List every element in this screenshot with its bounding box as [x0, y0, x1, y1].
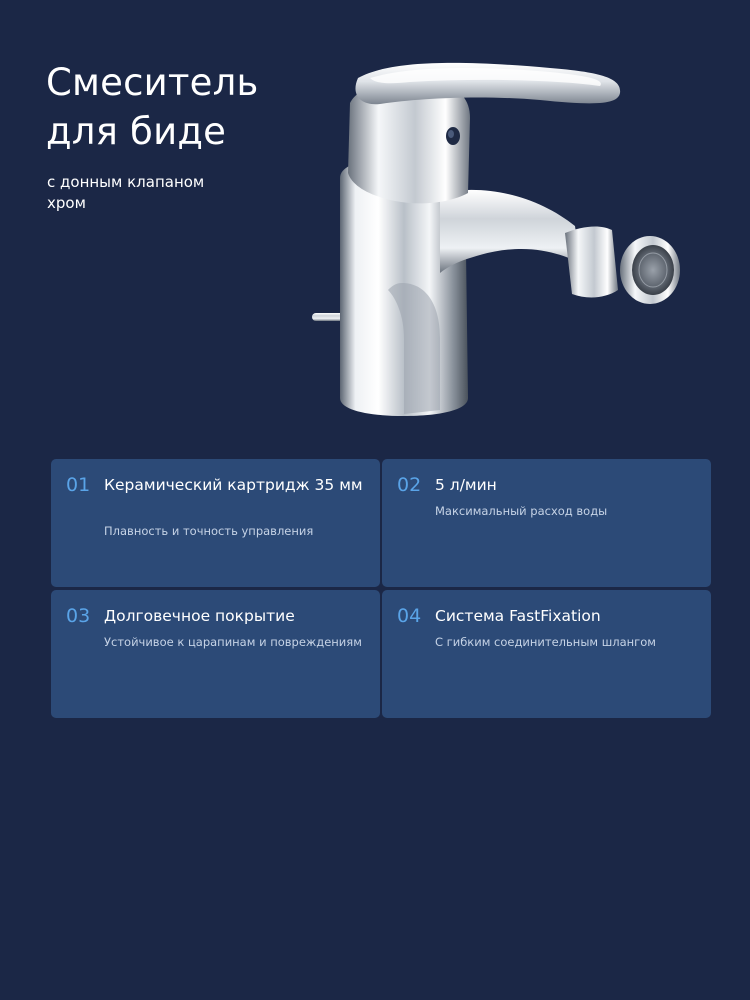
- feature-card-4: [382, 590, 711, 718]
- faucet-product-image: [300, 58, 700, 423]
- feature-description: Плавность и точность управления: [104, 524, 314, 538]
- feature-number: 02: [397, 474, 422, 496]
- feature-number: 01: [66, 474, 91, 496]
- feature-card-2: [382, 459, 711, 587]
- features-grid: [51, 459, 711, 718]
- product-subtitle: [47, 172, 204, 214]
- feature-title: Система FastFixation: [435, 607, 601, 625]
- feature-title: 5 л/мин: [435, 476, 497, 494]
- product-subtitle-line-1: с донным клапаном: [47, 173, 205, 191]
- feature-description: Максимальный расход воды: [435, 504, 608, 518]
- product-title-line-2: для биде: [46, 110, 227, 153]
- feature-title: Долговечное покрытие: [104, 607, 295, 625]
- product-title: [46, 58, 258, 156]
- product-title-line-1: Смеситель: [46, 61, 259, 104]
- indicator-highlight: [448, 130, 454, 138]
- feature-number: 03: [66, 605, 91, 627]
- product-subtitle-line-2: хром: [47, 194, 86, 212]
- feature-description: С гибким соединительным шлангом: [435, 635, 656, 649]
- feature-number: 04: [397, 605, 422, 627]
- faucet-nozzle: [565, 226, 618, 297]
- feature-card-1: [51, 459, 380, 587]
- feature-description: Устойчивое к царапинам и повреждениям: [104, 635, 362, 649]
- feature-title: Керамический картридж 35 мм: [104, 476, 363, 494]
- feature-card-3: [51, 590, 380, 718]
- faucet-spout-arm: [440, 190, 580, 273]
